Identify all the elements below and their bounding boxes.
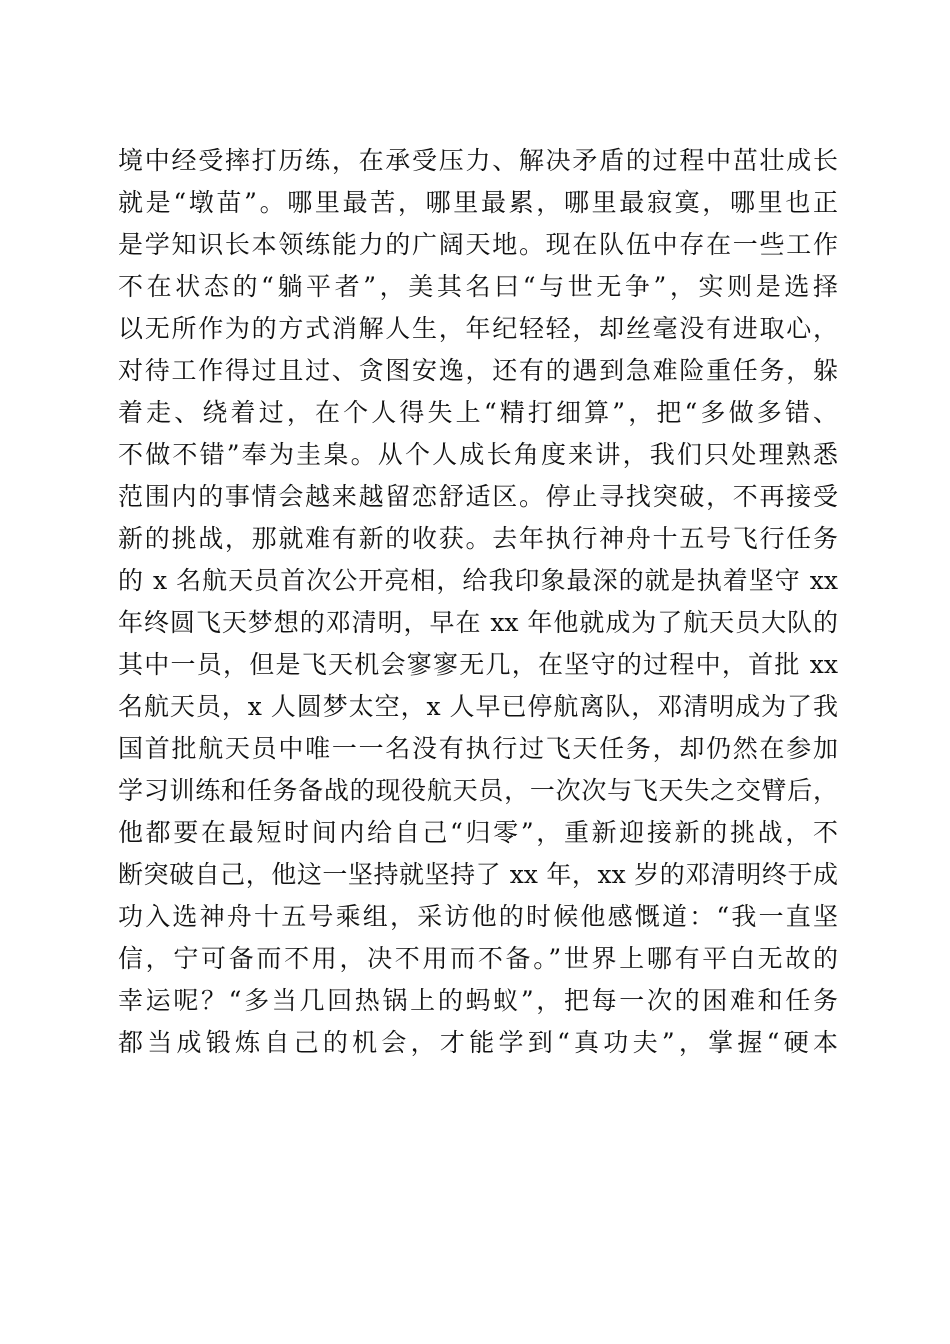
text-line-22: 都当成锻炼自己的机会，才能学到“真功夫”，掌握“硬本 [118, 1028, 838, 1057]
text-line-3: 是学知识长本领练能力的广阔天地。现在队伍中存在一些工作 [118, 230, 838, 259]
text-line-17: 他都要在最短时间内给自己“归零”，重新迎接新的挑战，不 [118, 818, 838, 847]
text-line-14: 名航天员，x 人圆梦太空，x 人早已停航离队，邓清明成为了我 [118, 692, 838, 721]
text-line-2: 就是“墩苗”。哪里最苦，哪里最累，哪里最寂寞，哪里也正 [118, 188, 838, 217]
text-line-10: 新的挑战，那就难有新的收获。去年执行神舟十五号飞行任务 [118, 524, 838, 553]
text-line-13: 其中一员，但是飞天机会寥寥无几，在坚守的过程中，首批 xx [118, 650, 838, 679]
text-line-16: 学习训练和任务备战的现役航天员，一次次与飞天失之交臂后， [118, 776, 838, 805]
text-line-15: 国首批航天员中唯一一名没有执行过飞天任务，却仍然在参加 [118, 734, 838, 763]
text-line-9: 范围内的事情会越来越留恋舒适区。停止寻找突破，不再接受 [118, 482, 838, 511]
text-line-5: 以无所作为的方式消解人生，年纪轻轻，却丝毫没有进取心， [118, 314, 838, 343]
text-line-4: 不在状态的“躺平者”，美其名曰“与世无争”，实则是选择 [118, 272, 838, 301]
text-line-6: 对待工作得过且过、贪图安逸，还有的遇到急难险重任务，躲 [118, 356, 838, 385]
text-line-11: 的 x 名航天员首次公开亮相，给我印象最深的就是执着坚守 xx [118, 566, 838, 595]
text-line-20: 信，宁可备而不用，决不用而不备。”世界上哪有平白无故的 [118, 944, 838, 973]
body-text [118, 140, 838, 1064]
text-line-19: 功入选神舟十五号乘组，采访他的时候他感慨道：“我一直坚 [118, 902, 838, 931]
text-line-1: 境中经受摔打历练，在承受压力、解决矛盾的过程中茁壮成长 [118, 146, 838, 175]
text-line-7: 着走、绕着过，在个人得失上“精打细算”，把“多做多错、 [118, 398, 838, 427]
text-line-12: 年终圆飞天梦想的邓清明，早在 xx 年他就成为了航天员大队的 [118, 608, 838, 637]
text-line-21: 幸运呢？“多当几回热锅上的蚂蚁”，把每一次的困难和任务 [118, 986, 838, 1015]
text-line-8: 不做不错”奉为圭臬。从个人成长角度来讲，我们只处理熟悉 [118, 440, 838, 469]
text-line-18: 断突破自己，他这一坚持就坚持了 xx 年，xx 岁的邓清明终于成 [118, 860, 838, 889]
